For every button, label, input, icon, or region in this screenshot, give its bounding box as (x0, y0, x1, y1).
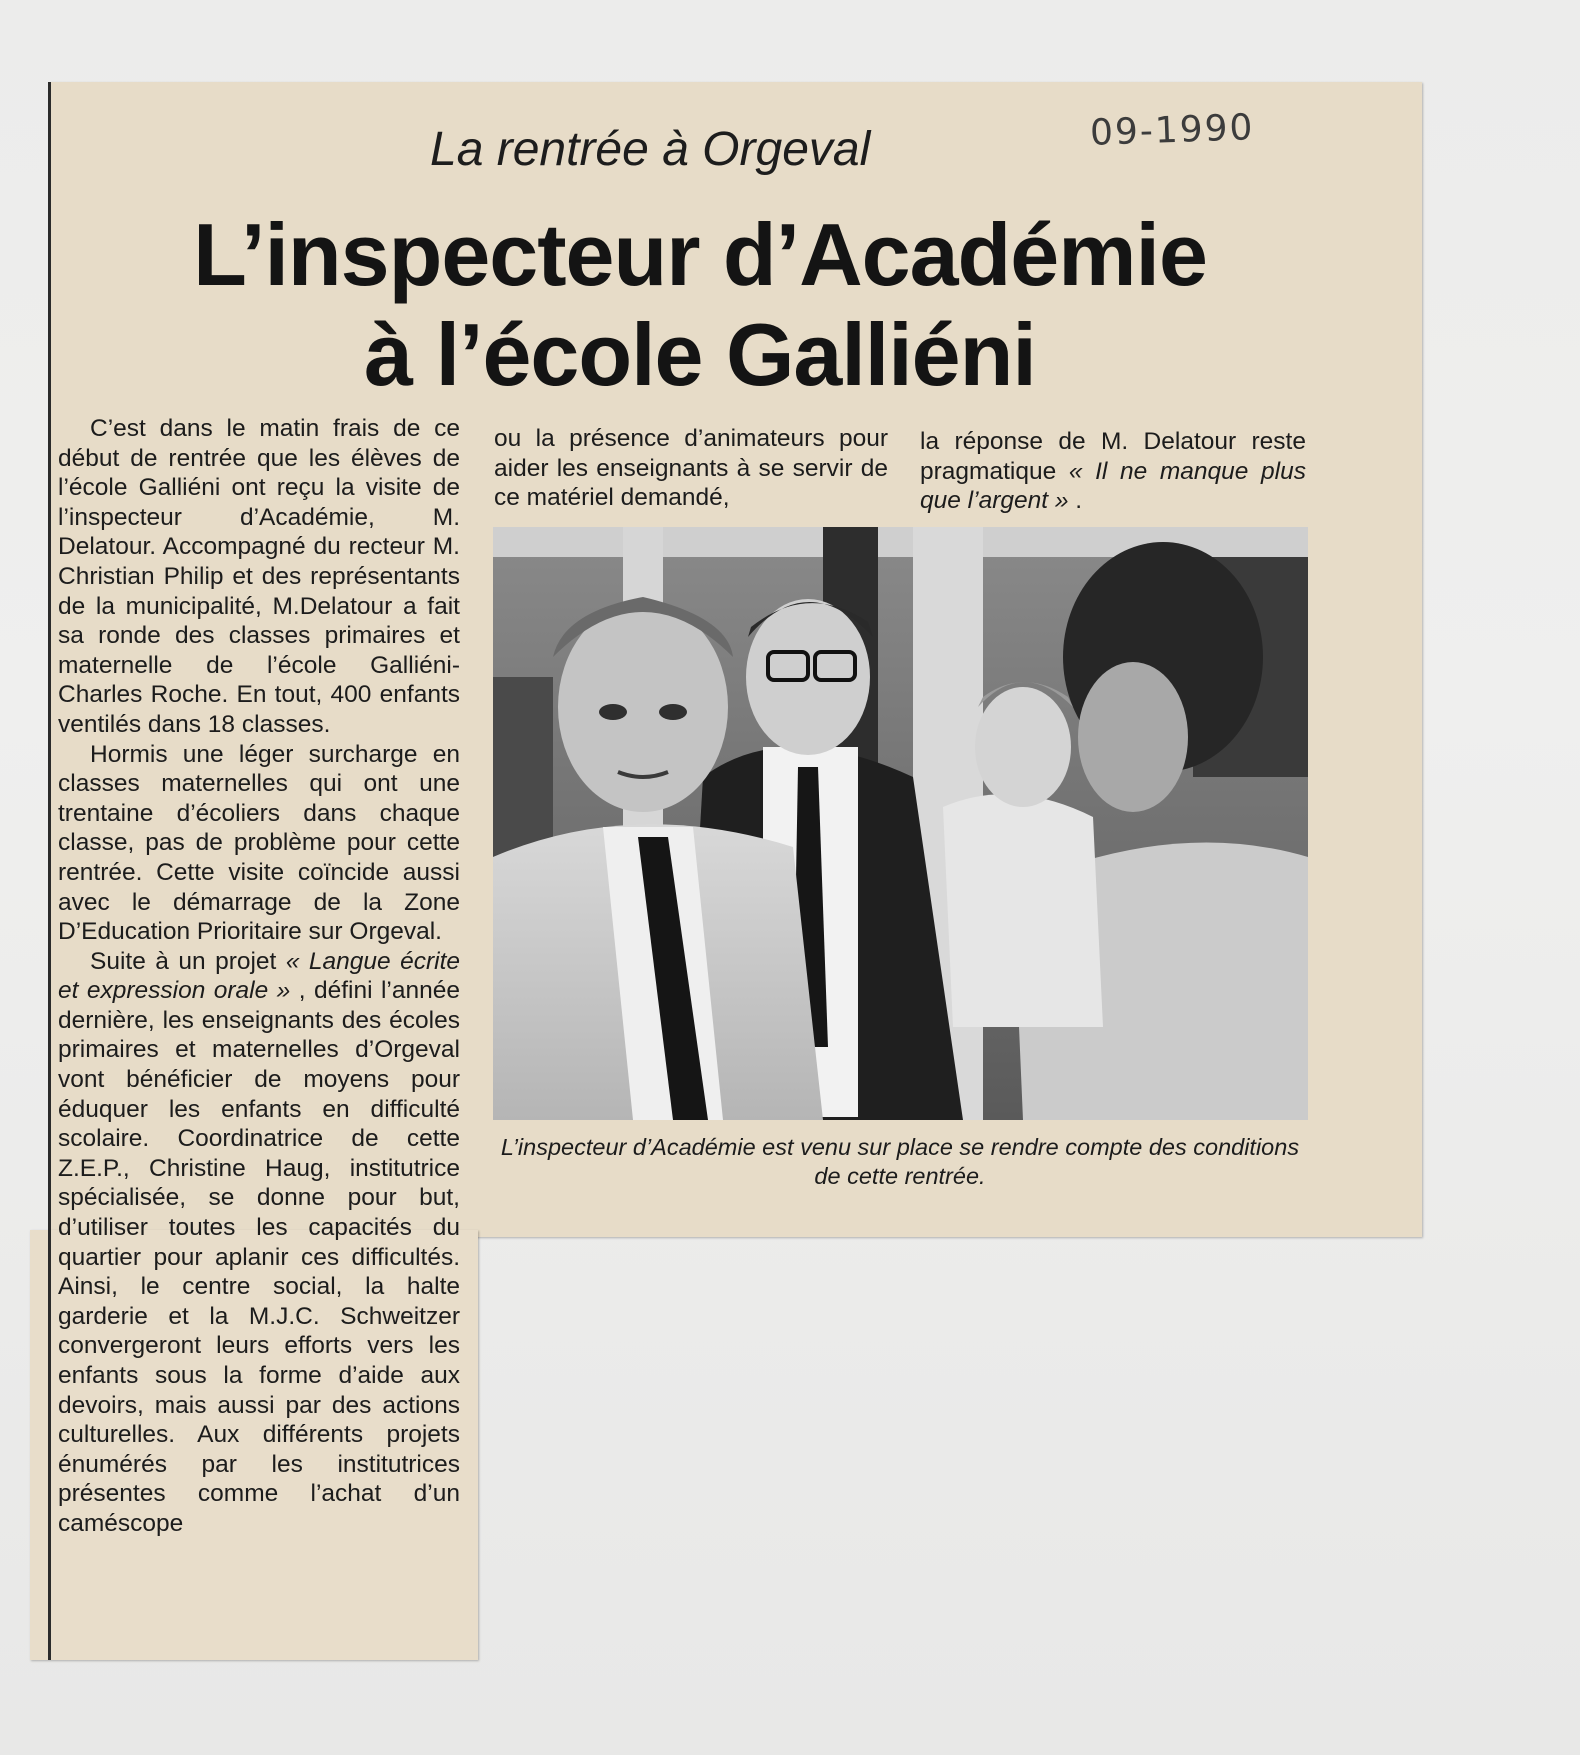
paragraph-1: C’est dans le matin frais de ce début de rentrée que les élèves de l’école Galliéni ont reçu la visite de l’inspecteur d’Académie, M. Delatour. Accompagné du recteur M. Christian Philip et des représentants de la municipalité, M.Delatour a fait sa ronde des classes primaires et maternelle de l’école Galliéni-Charles Roche. En tout, 400 enfants ventilés dans 18 classes. (58, 415, 460, 738)
headline-line-1: L’inspecteur d’Académie (193, 205, 1207, 304)
paragraph-2: Hormis une léger surcharge en classes maternelles qui ont une trentaine d’écoliers dans chaque classe, pas de problème pour cette rentrée. Cette visite coïncide aussi avec le démarrage de la Zone D’Education Prioritaire sur Orgeval. (58, 740, 460, 946)
column-rule (48, 82, 51, 1660)
paragraph-3-rest: , défini l’année dernière, les enseignants des écoles primaires et maternelles d’Orgeval vont bénéficier de moyens pour éduquer les enfants en difficulté scolaire. Coordinatrice de cette Z.E.P., Christine Haug, institutrice spécialisée, se donne pour but, d’utiliser toutes les capacités du quartier pour aplanir ces difficultés. Ainsi, le centre social, la halte garderie et la M.J.C. Schweitzer convergeront leurs efforts vers les enfants sous la forme d’aide aux devoirs, mais aussi par des actions culturelles. Aux différents projets énumérés par les institutrices présentes comme l’achat d’un caméscope (58, 977, 460, 1537)
handwritten-date: 09-1990 (1089, 107, 1256, 154)
column-3-lead: la réponse de M. Delatour reste pragmatique (920, 428, 1306, 485)
photo-illustration (493, 527, 1308, 1120)
column-3-end: . (1068, 487, 1083, 515)
article-photo (493, 527, 1308, 1120)
article-column-1 (58, 414, 460, 1539)
paragraph-3 (58, 947, 460, 1539)
paragraph-3-lead: Suite à un projet (90, 947, 286, 975)
paragraph-3-quote: « Langue écrite et expression orale » (58, 947, 461, 1005)
article-column-3 (920, 427, 1306, 516)
article-headline (60, 205, 1340, 405)
column-3-text (920, 427, 1306, 516)
column-2-text: ou la présence d’animateurs pour aider les enseignants à se servir de ce matériel demandé, (494, 425, 888, 512)
headline-line-2: à l’école Galliéni (364, 305, 1036, 404)
column-3-quote: « Il ne manque plus que l’argent » (920, 457, 1306, 515)
photo-caption: L’inspecteur d’Académie est venu sur place se rendre compte des conditions de cette rentrée. (500, 1134, 1300, 1189)
article-column-2 (494, 424, 888, 513)
article-kicker: La rentrée à Orgeval (430, 123, 871, 176)
